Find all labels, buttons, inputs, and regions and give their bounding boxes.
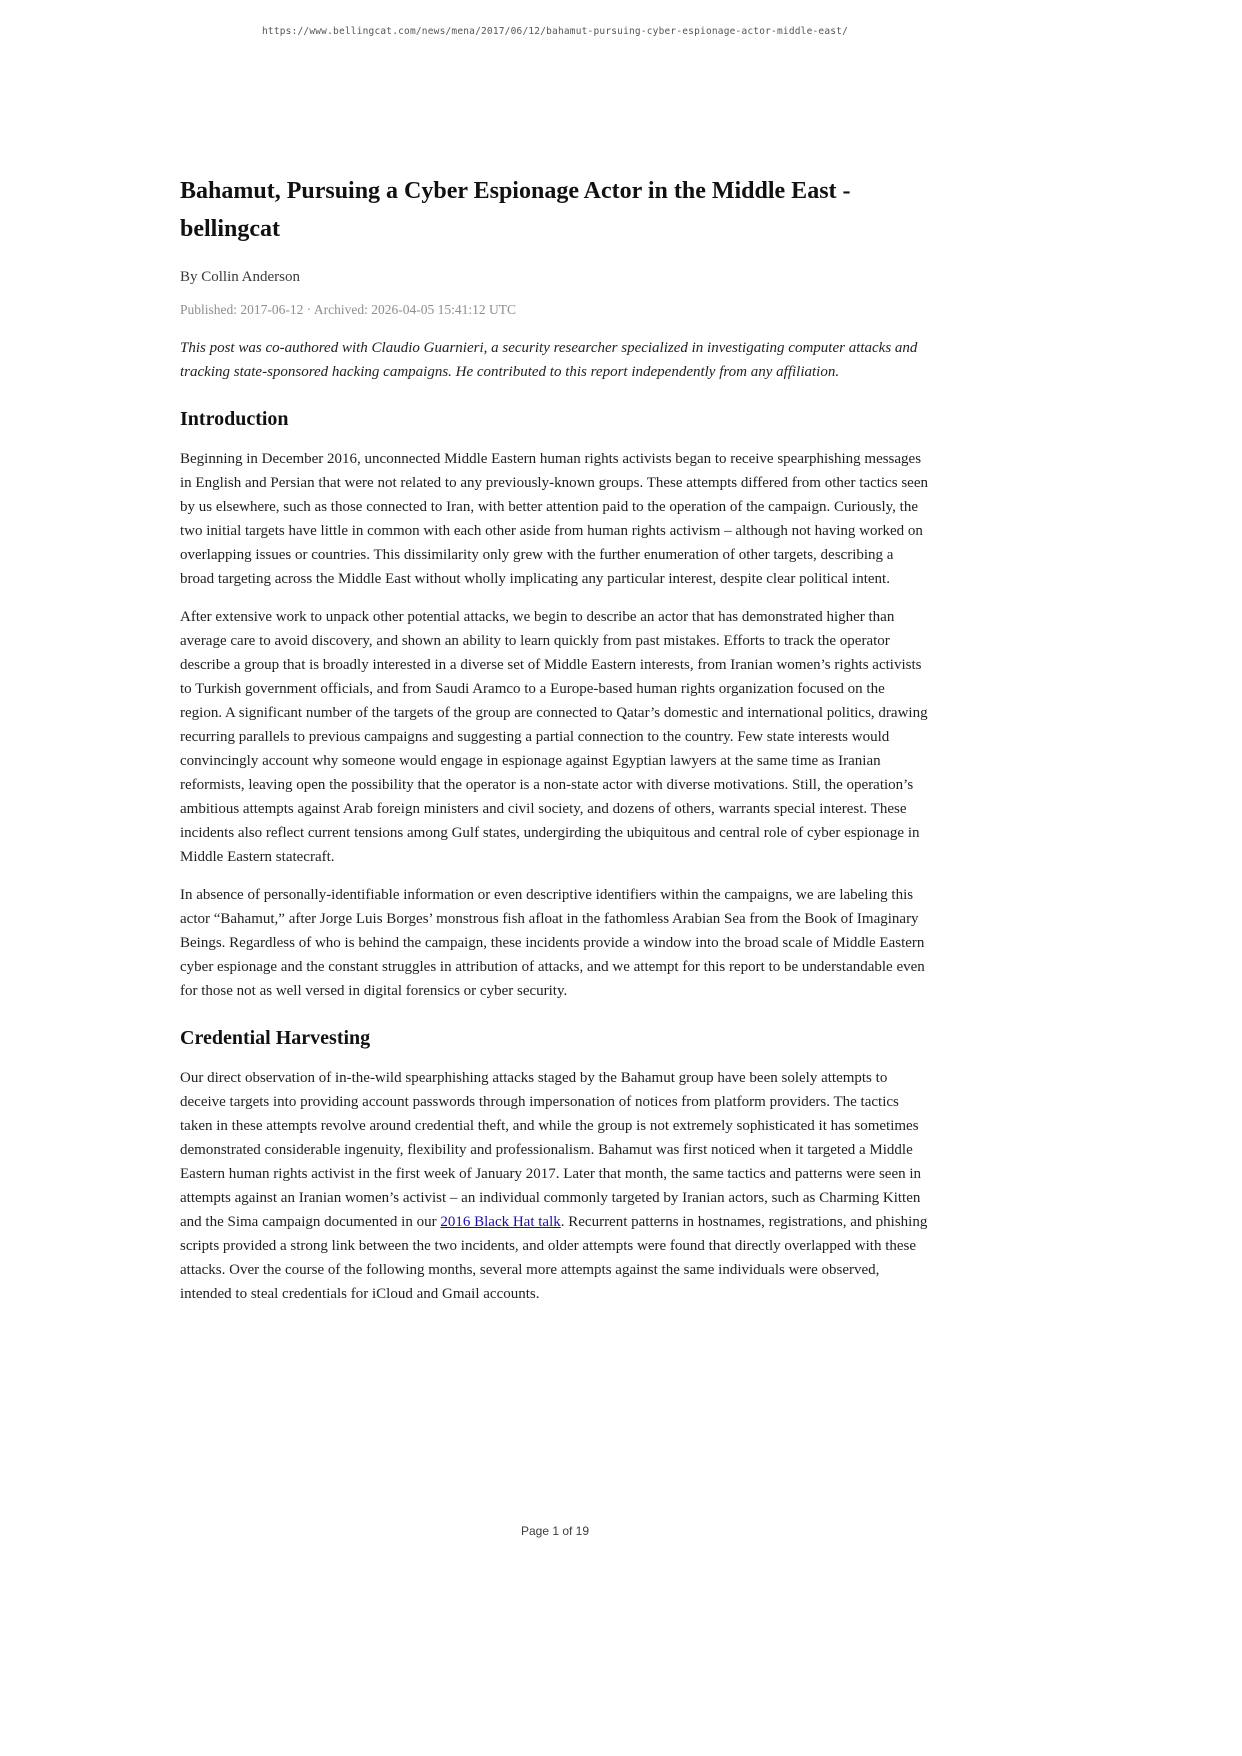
black-hat-talk-link[interactable]: 2016 Black Hat talk bbox=[440, 1214, 561, 1230]
section-heading-introduction: Introduction bbox=[180, 408, 289, 430]
section-heading-credential-harvesting: Credential Harvesting bbox=[180, 1027, 371, 1049]
page-number: Page 1 of 19 bbox=[520, 1524, 590, 1538]
article-content bbox=[180, 0, 930, 1320]
credential-harvesting-paragraph bbox=[180, 1066, 930, 1306]
paragraph-text-after-link: . Recurrent patterns in hostnames, registrations, and phishing scripts provided a strong link between the two incidents, and older attempts were found that directly overlapped with these attacks. Over the course of the following months, several more attempts against the same individuals were observed, intended to steal credentials for iCloud and Gmail accounts. bbox=[180, 1214, 928, 1302]
coauthor-note: This post was co-authored with Claudio Guarnieri, a security researcher specialized in investigating computer attacks and tracking state-sponsored hacking campaigns. He contributed to this report independently from any affiliation. bbox=[180, 340, 918, 380]
article-byline: By Collin Anderson bbox=[180, 269, 301, 285]
introduction-paragraph-1: Beginning in December 2016, unconnected Middle Eastern human rights activists began to receive spearphishing messages in English and Persian that were not related to any previously-known groups. These attempts differed from other tactics seen by us elsewhere, such as those connected to Iran, with better attention paid to the operation of the campaign. Curiously, the two initial targets have little in common with each other aside from human rights activism – although not having worked on overlapping issues or countries. This dissimilarity only grew with the further enumeration of other targets, describing a broad targeting across the Middle East without wholly implicating any particular interest, despite clear political intent. bbox=[180, 451, 928, 587]
article-publish-archive-meta: Published: 2017-06-12 · Archived: 2026-04-05 15:41:12 UTC bbox=[180, 302, 516, 317]
introduction-paragraph-2: After extensive work to unpack other potential attacks, we begin to describe an actor that has demonstrated higher than average care to avoid discovery, and shown an ability to learn quickly from past mistakes. Efforts to track the operator describe a group that is broadly interested in a diverse set of Middle Eastern interests, from Iranian women’s rights activists to Turkish government officials, and from Saudi Aramco to a Europe-based human rights organization focused on the region. A significant number of the targets of the group are connected to Qatar’s domestic and international politics, drawing recurring parallels to previous campaigns and suggesting a partial connection to the country. Few state interests would convincingly account why someone would engage in espionage against Egyptian lawyers at the same time as Iranian reformists, leaving open the possibility that the operator is a non-state actor with diverse motivations. Still, the operation’s ambitious attempts against Arab foreign ministers and civil society, and dozens of others, warrants special interest. These incidents also reflect current tensions among Gulf states, undergirding the ubiquitous and central role of cyber espionage in Middle Eastern statecraft. bbox=[180, 609, 928, 865]
print-header-url: https://www.bellingcat.com/news/mena/2017/06/12/bahamut-pursuing-cyber-espionage-actor-middle-east/ bbox=[261, 26, 849, 37]
paragraph-text-before-link: Our direct observation of in-the-wild spearphishing attacks staged by the Bahamut group have been solely attempts to deceive targets into providing account passwords through impersonation of notices from platform providers. The tactics taken in these attempts revolve around credential theft, and while the group is not extremely sophisticated it has sometimes demonstrated considerable ingenuity, flexibility and professionalism. Bahamut was first noticed when it targeted a Middle Eastern human rights activist in the first week of January 2017. Later that month, the same tactics and patterns were seen in attempts against an Iranian women’s activist – an individual commonly targeted by Iranian actors, such as Charming Kitten and the Sima campaign documented in our bbox=[180, 1070, 922, 1230]
introduction-paragraph-3: In absence of personally-identifiable information or even descriptive identifiers within the campaigns, we are labeling this actor “Bahamut,” after Jorge Luis Borges’ monstrous fish afloat in the fathomless Arabian Sea from the Book of Imaginary Beings. Regardless of who is behind the campaign, these incidents provide a window into the broad scale of Middle Eastern cyber espionage and the constant struggles in attribution of attacks, and we attempt for this report to be understandable even for those not as well versed in digital forensics or cyber security. bbox=[180, 887, 925, 999]
article-title: Bahamut, Pursuing a Cyber Espionage Actor in the Middle East - bellingcat bbox=[180, 178, 851, 242]
